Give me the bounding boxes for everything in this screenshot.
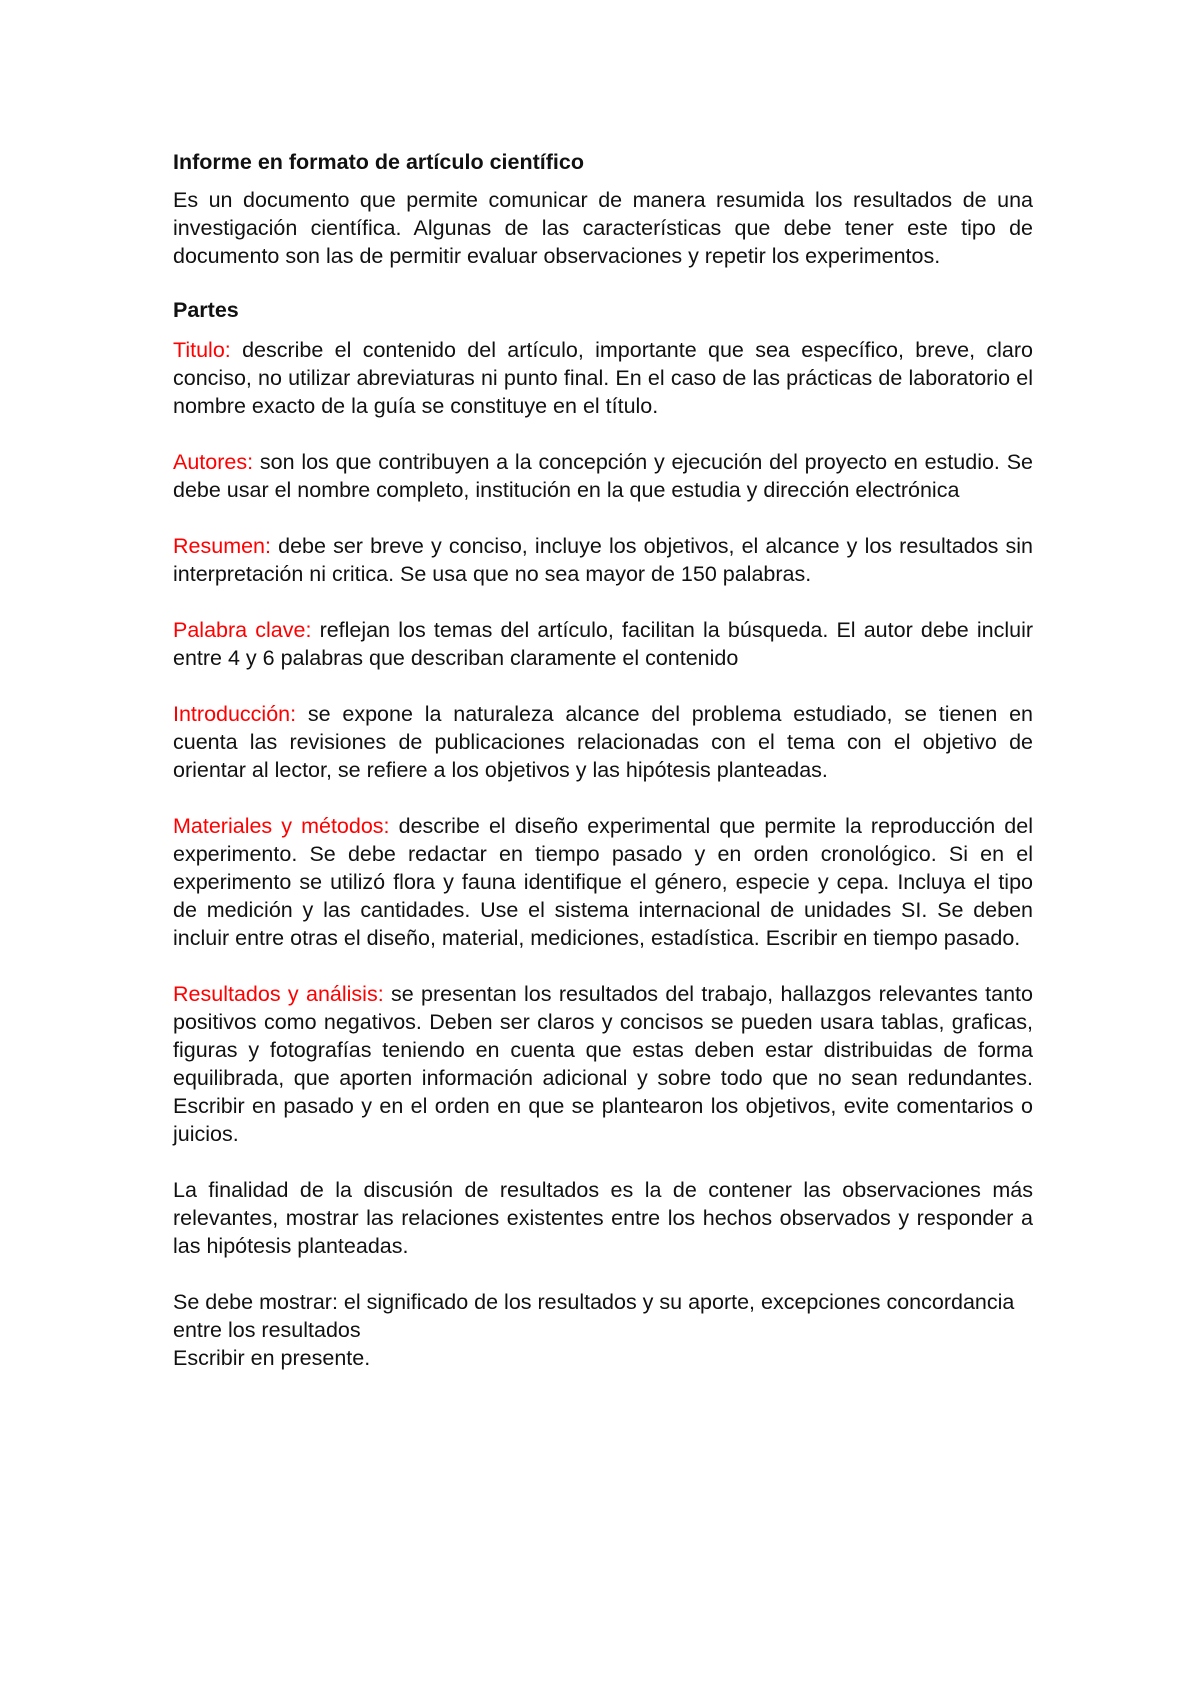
term-label: Autores: (173, 450, 254, 474)
term-description: son los que contribuyen a la concepción y ejecución del proyecto en estudio. Se debe usar el nombre completo, institución en la que estudia y dirección electrónica (173, 450, 1033, 502)
term-label: Resumen: (173, 534, 271, 558)
term-description: se presentan los resultados del trabajo, hallazgos relevantes tanto positivos como negativos. Deben ser claros y concisos se pueden usara tablas, graficas, figuras y fotografías teniendo en cuenta que estas deben estar distribuidas de forma equilibrada, que aporten información adicional y sobre todo que no sean redundantes. Escribir en pasado y en el orden en que se plantearon los objetivos, evite comentarios o juicios. (173, 982, 1033, 1146)
parts-heading: Partes (173, 298, 239, 322)
discussion-paragraph: La finalidad de la discusión de resultados es la de contener las observaciones más relevantes, mostrar las relaciones existentes entre los hechos observados y responder a las hipótesis planteadas. (173, 1178, 1033, 1258)
part-materiales-metodos (173, 812, 1033, 952)
part-resultados-analisis (173, 980, 1033, 1148)
final-line: Escribir en presente. (173, 1346, 371, 1370)
show-text: Se debe mostrar: el significado de los resultados y su aporte, excepciones concordancia entre los resultados (173, 1290, 1015, 1342)
part-introduccion (173, 700, 1033, 784)
part-autores (173, 448, 1033, 504)
document-title: Informe en formato de artículo científico (173, 150, 584, 174)
term-description: reflejan los temas del artículo, facilitan la búsqueda. El autor debe incluir entre 4 y 6 palabras que describan claramente el contenido (173, 618, 1033, 670)
closing-paragraph (173, 1288, 1033, 1372)
part-palabra-clave (173, 616, 1033, 672)
part-titulo (173, 336, 1033, 420)
term-label: Materiales y métodos: (173, 814, 390, 838)
term-label: Introducción: (173, 702, 297, 726)
term-description: describe el contenido del artículo, importante que sea específico, breve, claro conciso, no utilizar abreviaturas ni punto final. En el caso de las prácticas de laboratorio el nombre exacto de la guía se constituye en el título. (173, 338, 1033, 418)
intro-paragraph: Es un documento que permite comunicar de manera resumida los resultados de una investigación científica. Algunas de las características que debe tener este tipo de documento son las de permitir evaluar observaciones y repetir los experimentos. (173, 188, 1033, 268)
term-label: Palabra clave: (173, 618, 312, 642)
part-resumen (173, 532, 1033, 588)
term-label: Titulo: (173, 338, 231, 362)
term-label: Resultados y análisis: (173, 982, 384, 1006)
term-description: debe ser breve y conciso, incluye los objetivos, el alcance y los resultados sin interpretación ni critica. Se usa que no sea mayor de 150 palabras. (173, 534, 1033, 586)
document-page (173, 148, 1033, 1372)
term-description: describe el diseño experimental que permite la reproducción del experimento. Se debe redactar en tiempo pasado y en orden cronológico. Si en el experimento se utilizó flora y fauna identifique el género, especie y cepa. Incluya el tipo de medición y las cantidades. Use el sistema internacional de unidades SI. Se deben incluir entre otras el diseño, material, mediciones, estadística. Escribir en tiempo pasado. (173, 814, 1033, 950)
term-description: se expone la naturaleza alcance del problema estudiado, se tienen en cuenta las revisiones de publicaciones relacionadas con el tema con el objetivo de orientar al lector, se refiere a los objetivos y las hipótesis planteadas. (173, 702, 1033, 782)
